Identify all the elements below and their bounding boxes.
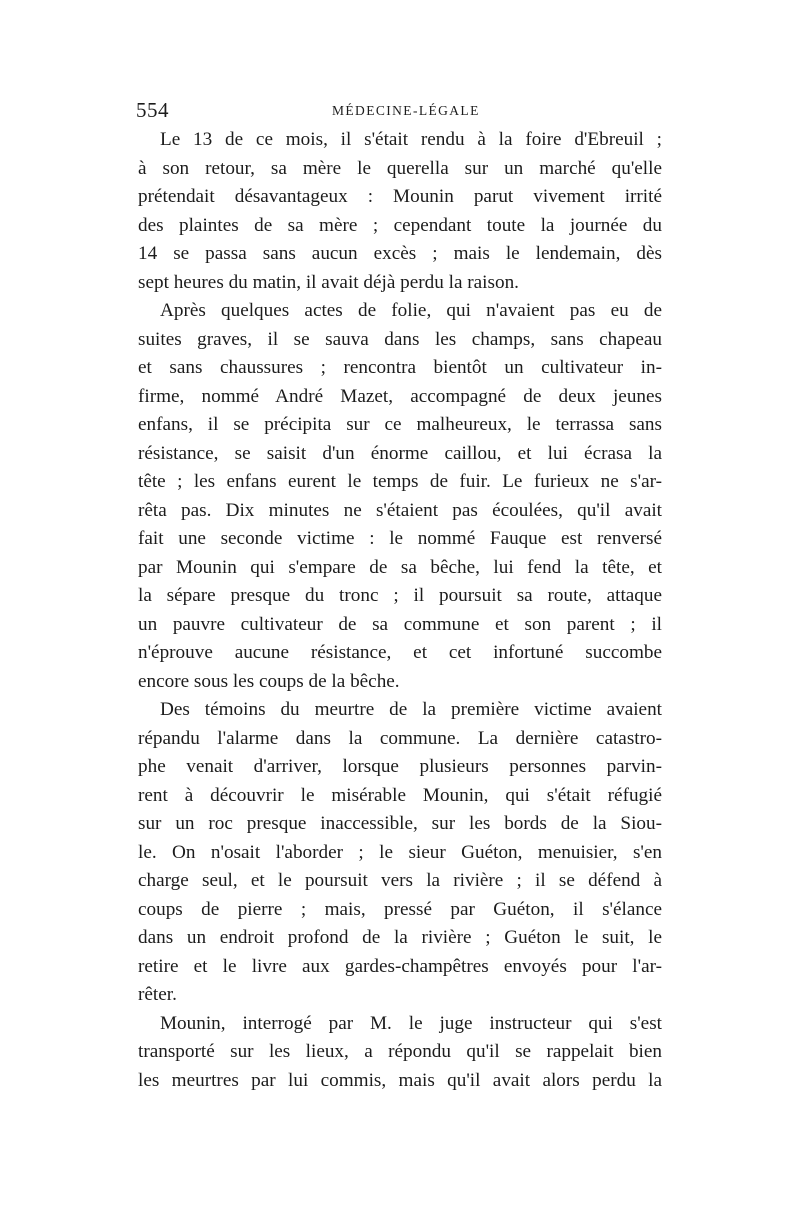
- text-line: prétendait désavantageux : Mounin parut vivement irrité: [138, 186, 662, 207]
- text-line: suites graves, il se sauva dans les champs, sans chapeau: [138, 328, 662, 350]
- text-line: retire et le livre aux gardes-champêtres envoyés pour l'ar-: [138, 955, 662, 977]
- text-line: la sépare presque du tronc ; il poursuit sa route, attaque: [138, 585, 662, 606]
- text-line: un pauvre cultivateur de sa commune et son parent ; il: [138, 613, 662, 635]
- text-line: à son retour, sa mère le querella sur un marché qu'elle: [138, 157, 662, 179]
- text-line: fait une seconde victime : le nommé Fauque est renversé: [138, 528, 662, 549]
- text-line: Le 13 de ce mois, il s'était rendu à la foire d'Ebreuil ;: [160, 129, 662, 150]
- text-line: Des témoins du meurtre de la première victime avaient: [160, 699, 662, 720]
- text-line: tête ; les enfans eurent le temps de fuir. Le furieux ne s'ar-: [138, 471, 662, 492]
- text-line: enfans, il se précipita sur ce malheureux, le terrassa sans: [138, 414, 662, 435]
- text-line: rêta pas. Dix minutes ne s'étaient pas écoulées, qu'il avait: [138, 499, 662, 521]
- text-line: firme, nommé André Mazet, accompagné de deux jeunes: [138, 385, 662, 407]
- paragraph: [138, 297, 662, 696]
- paragraph: [138, 1010, 662, 1096]
- text-line: rêter.: [138, 984, 177, 1005]
- text-line: phe venait d'arriver, lorsque plusieurs personnes parvin-: [138, 756, 662, 777]
- text-line: résistance, se saisit d'un énorme caillou, et lui écrasa la: [138, 442, 662, 464]
- text-line: et sans chaussures ; rencontra bientôt un cultivateur in-: [138, 357, 662, 378]
- page-number: 554: [136, 98, 169, 122]
- text-line: Mounin, interrogé par M. le juge instructeur qui s'est: [160, 1012, 662, 1034]
- paragraph: [138, 126, 662, 297]
- text-line: 14 se passa sans aucun excès ; mais le lendemain, dès: [138, 243, 662, 264]
- text-line: des plaintes de sa mère ; cependant toute la journée du: [138, 214, 662, 236]
- text-line: n'éprouve aucune résistance, et cet infortuné succombe: [138, 642, 662, 663]
- text-line: les meurtres par lui commis, mais qu'il avait alors perdu la: [138, 1069, 662, 1091]
- text-line: sur un roc presque inaccessible, sur les bords de la Siou-: [138, 813, 662, 834]
- text-line: coups de pierre ; mais, pressé par Guéton, il s'élance: [138, 898, 662, 920]
- text-line: par Mounin qui s'empare de sa bêche, lui fend la tête, et: [138, 556, 662, 578]
- text-line: sept heures du matin, il avait déjà perdu la raison.: [138, 271, 519, 293]
- running-title: MÉDECINE-LÉGALE: [332, 103, 480, 118]
- paragraph: [138, 696, 662, 1010]
- text-line: le. On n'osait l'aborder ; le sieur Guéton, menuisier, s'en: [138, 841, 662, 863]
- text-line: Après quelques actes de folie, qui n'avaient pas eu de: [160, 300, 662, 321]
- text-line: répandu l'alarme dans la commune. La dernière catastro-: [138, 727, 662, 749]
- text-line: dans un endroit profond de la rivière ; Guéton le suit, le: [138, 927, 662, 948]
- text-line: charge seul, et le poursuit vers la rivière ; il se défend à: [138, 870, 662, 891]
- text-line: encore sous les coups de la bêche.: [138, 670, 400, 692]
- running-head: [136, 98, 662, 124]
- text-line: rent à découvrir le misérable Mounin, qui s'était réfugié: [138, 784, 662, 806]
- text-line: transporté sur les lieux, a répondu qu'il se rappelait bien: [138, 1041, 662, 1062]
- body-text: [138, 126, 662, 1095]
